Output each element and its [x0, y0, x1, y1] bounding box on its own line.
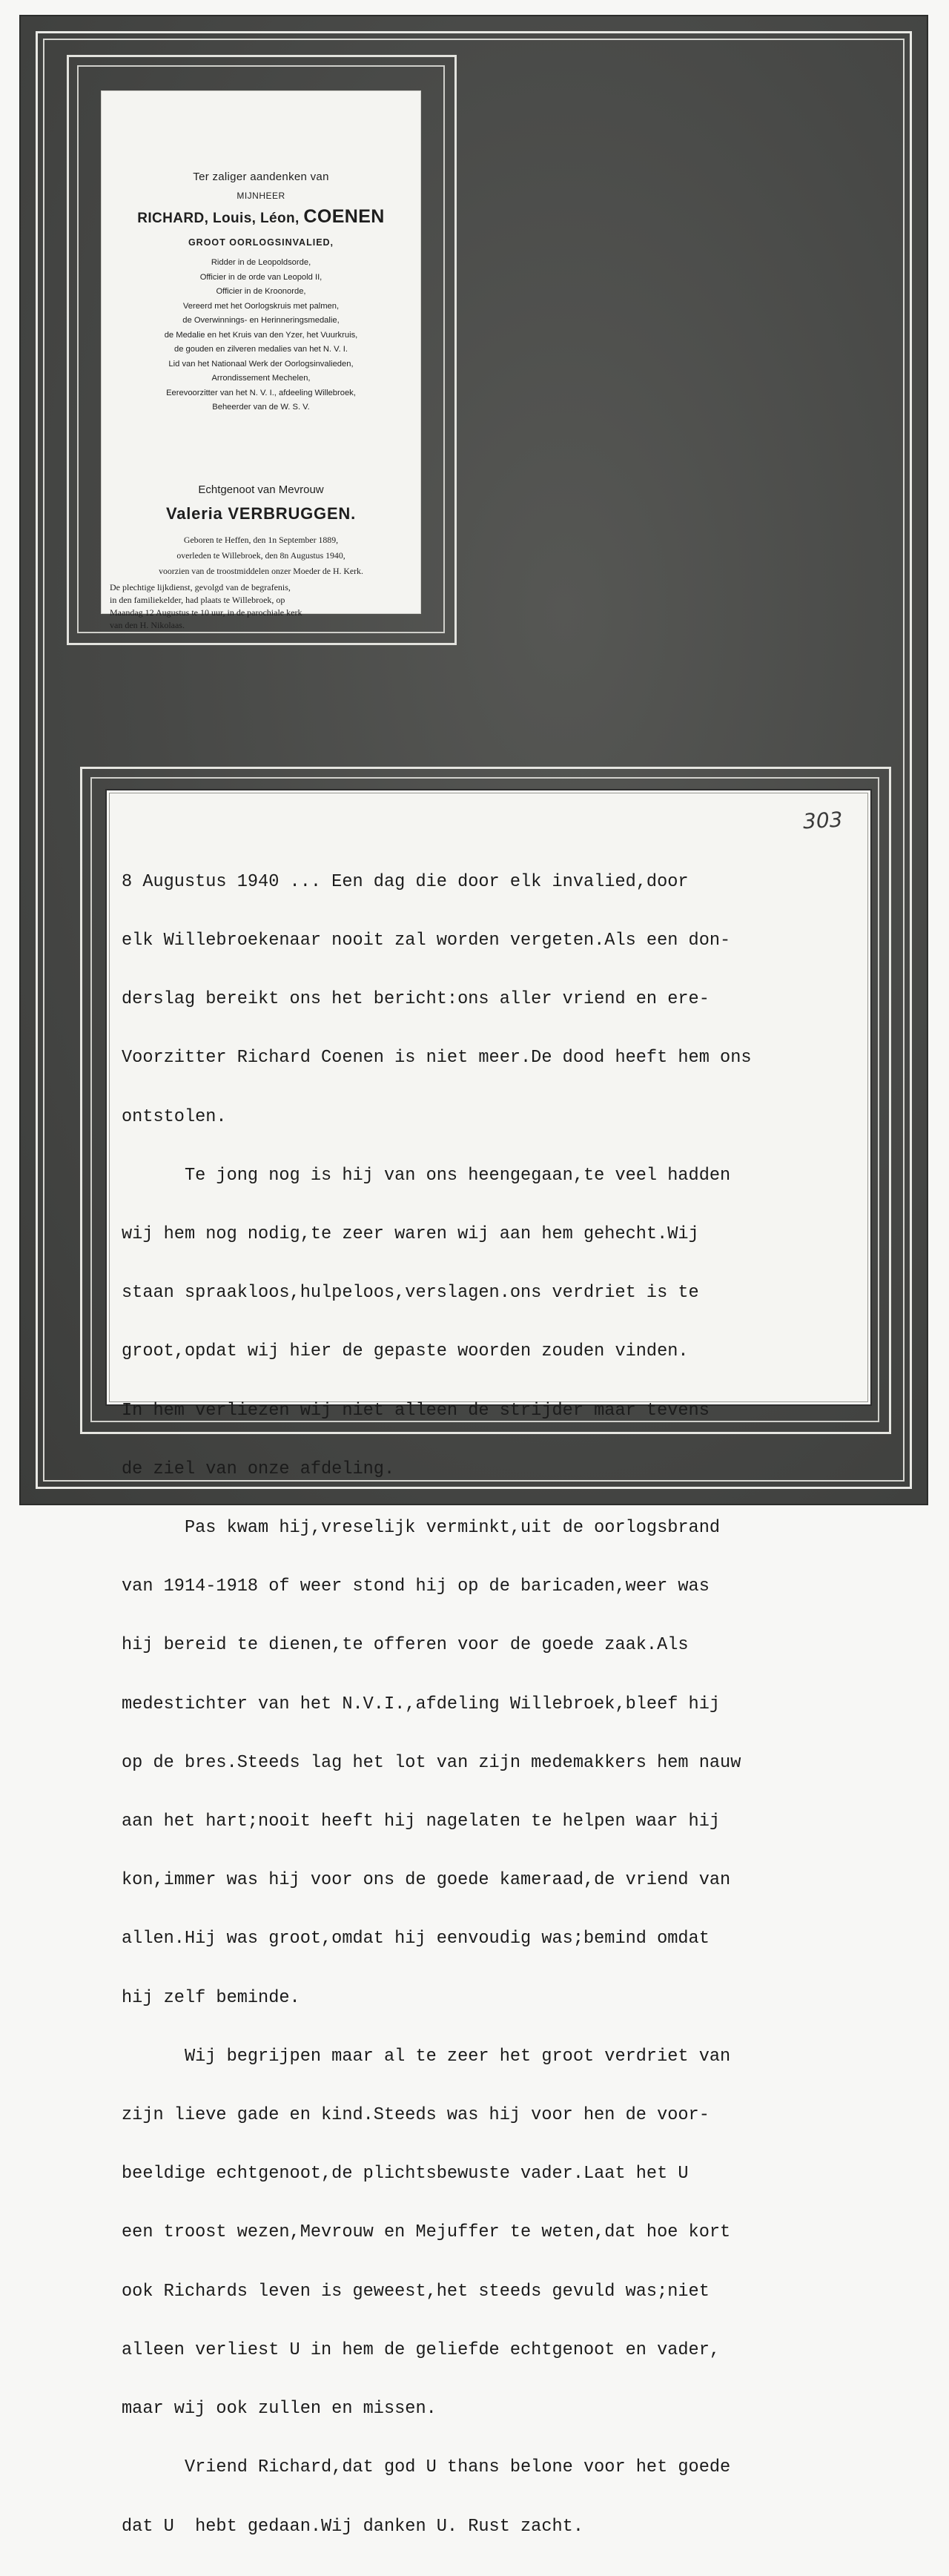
card-honor-line: Officier in de Kroonorde,: [216, 287, 306, 296]
card-honors: [101, 256, 421, 415]
card-spouse-label: Echtgenoot van Mevrouw: [198, 483, 324, 496]
card-intro: Ter zaliger aandenken van: [193, 171, 329, 183]
typed-line: op de bres.Steeds lag het lot van zijn medemakkers hem nauw: [122, 1752, 741, 1773]
typed-line: wij hem nog nodig,te zeer waren wij aan hem gehecht.Wij: [122, 1224, 699, 1245]
card-honor-line: de Medalie en het Kruis van den Yzer, het Vuurkruis,: [164, 330, 358, 340]
card-service-line: Maandag 12 Augustus te 10 uur, in de parochiale kerk: [110, 607, 302, 618]
typed-line: aan het hart;nooit heeft hij nagelaten te helpen waar hij: [122, 1812, 721, 1832]
typed-line: allen.Hij was groot,omdat hij eenvoudig was;bemind omdat: [122, 1929, 710, 1949]
handwritten-page-number: 303: [801, 807, 843, 834]
memorial-card: [101, 90, 421, 630]
card-service-line: van den H. Nikolaas.: [110, 620, 185, 630]
typed-line: de ziel van onze afdeling.: [122, 1459, 395, 1479]
card-name-last: COENEN: [303, 206, 385, 227]
card-honor-line: Arrondissement Mechelen,: [211, 374, 311, 383]
typed-line: zijn lieve gade en kind.Steeds was hij voor hen de voor-: [122, 2105, 710, 2126]
typed-line: dat U hebt gedaan.Wij danken U. Rust zacht.: [122, 2516, 583, 2537]
card-service-info: [110, 581, 412, 632]
card-honor-line: Ridder in de Leopoldsorde,: [211, 258, 311, 267]
typed-line: groot,opdat wij hier de gepaste woorden zouden vinden.: [122, 1341, 689, 1362]
card-honor-line: de Overwinnings- en Herinneringsmedalie,: [182, 316, 340, 325]
typed-line: alleen verliest U in hem de geliefde echtgenoot en vader,: [122, 2339, 721, 2360]
card-honor-line: Lid van het Nationaal Werk der Oorlogsinvalieden,: [168, 359, 354, 369]
typed-line: Voorzitter Richard Coenen is niet meer.De dood heeft hem ons: [122, 1048, 752, 1069]
card-service-line: in den familiekelder, had plaats te Willebroek, op: [110, 595, 285, 605]
album-page-board: [21, 16, 927, 2537]
typed-line: derslag bereikt ons het bericht:ons aller vriend en ere-: [122, 989, 710, 1010]
card-honor-line: de gouden en zilveren medalies van het N. V. I.: [173, 345, 348, 354]
card-date-line: voorzien van de troostmiddelen onzer Moeder de H. Kerk.: [159, 566, 363, 576]
card-dates: [101, 532, 421, 579]
typed-line: beeldige echtgenoot,de plichtsbewuste vader.Laat het U: [122, 2164, 689, 2184]
typed-line: staan spraakloos,hulpeloos,verslagen.ons verdriet is te: [122, 1283, 699, 1304]
typed-line: Pas kwam hij,vreselijk verminkt,uit de oorlogsbrand: [122, 1518, 721, 1539]
card-honorific: MIJNHEER: [237, 191, 285, 201]
card-date-line: overleden te Willebroek, den 8n Augustus 1940,: [176, 550, 345, 561]
typed-line: Vriend Richard,dat god U thans belone voor het goede: [122, 2457, 731, 2478]
card-spouse-name: Valeria VERBRUGGEN.: [165, 504, 357, 523]
typed-line: medestichter van het N.V.I.,afdeling Willebroek,bleef hij: [122, 1694, 721, 1714]
typed-line: elk Willebroekenaar nooit zal worden vergeten.Als een don-: [122, 931, 731, 951]
card-date-line: Geboren te Heffen, den 1n September 1889,: [183, 535, 339, 545]
card-honor-line: Beheerder van de W. S. V.: [212, 403, 310, 412]
typed-tribute-sheet: [105, 789, 872, 2537]
card-name-first: RICHARD, Louis, Léon,: [137, 211, 300, 226]
typed-line: ontstolen.: [122, 1106, 227, 1127]
typed-line: een troost wezen,Mevrouw en Mejuffer te weten,dat hoe kort: [122, 2222, 731, 2243]
card-honor-line: Eerevoorzitter van het N. V. I., afdeeling Willebroek,: [166, 388, 356, 397]
typed-line: Te jong nog is hij van ons heengegaan,te veel hadden: [122, 1165, 731, 1186]
typed-line: maar wij ook zullen en missen.: [122, 2399, 437, 2420]
card-honor-line: Officier in de orde van Leopold II,: [199, 272, 323, 282]
card-deceased-name: [101, 206, 421, 228]
typed-line: In hem verliezen wij niet alleen de strijder maar tevens: [122, 1400, 710, 1421]
typed-line: 8 Augustus 1940 ... Een dag die door elk invalied,door: [122, 871, 689, 892]
typed-line: hij bereid te dienen,te offeren voor de goede zaak.Als: [122, 1635, 689, 1656]
typed-text: [122, 833, 870, 2576]
typed-line: van 1914-1918 of weer stond hij op de baricaden,weer was: [122, 1576, 710, 1597]
card-honor-line: Vereerd met het Oorlogskruis met palmen,: [182, 301, 340, 311]
typed-line: kon,immer was hij voor ons de goede kameraad,de vriend van: [122, 1870, 731, 1891]
typed-line: ook Richards leven is geweest,het steeds gevuld was;niet: [122, 2281, 710, 2302]
card-title: GROOT OORLOGSINVALIED,: [188, 237, 334, 248]
typed-line: hij zelf beminde.: [122, 1987, 300, 2008]
card-service-line: De plechtige lijkdienst, gevolgd van de begrafenis,: [110, 582, 291, 592]
typed-line: Wij begrijpen maar al te zeer het groot verdriet van: [122, 2046, 731, 2067]
